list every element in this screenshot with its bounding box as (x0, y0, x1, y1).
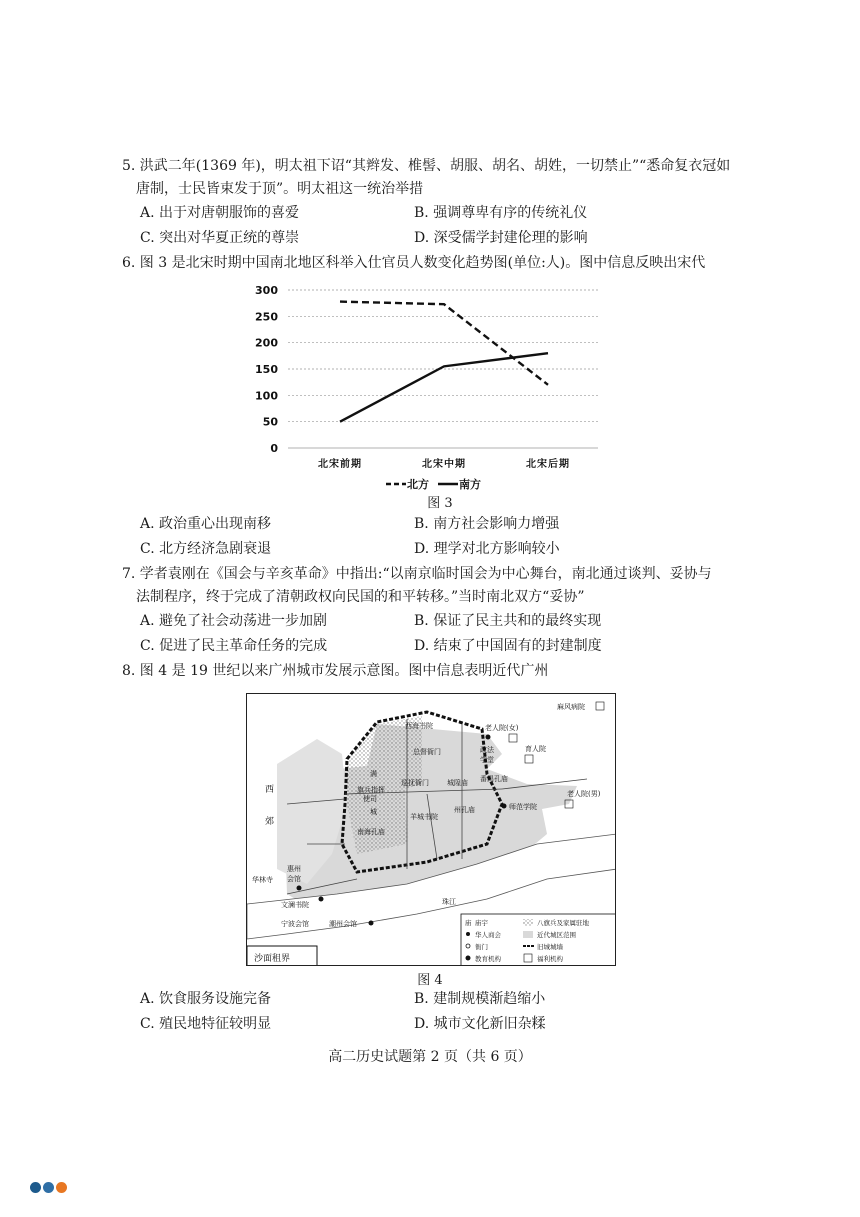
brand-dot-2 (43, 1182, 54, 1193)
legend-banner-garrison: 八旗兵及家属驻地 (537, 919, 589, 927)
svg-text:庙: 庙 (465, 919, 472, 927)
map-label-shifan: 师范学院 (509, 803, 537, 811)
legend-label-1: 南方 (459, 478, 481, 491)
map-label-hualin: 华林寺 (252, 876, 273, 884)
map-label-xihai: 西海书院 (405, 722, 433, 730)
y-tick-label-200: 200 (255, 336, 278, 350)
y-tick-label-0: 0 (270, 442, 278, 455)
legend-label-0: 北方 (407, 478, 429, 491)
q5-stem-line2: 唐制，士民皆束发于顶”。明太祖这一统治举措 (136, 181, 424, 197)
q6-option-a[interactable]: A. 政治重心出现南移 (140, 516, 272, 532)
legend-education: 教育机构 (475, 955, 501, 963)
q7-option-c[interactable]: C. 促进了民主革命任务的完成 (140, 638, 328, 654)
y-tick-label-250: 250 (255, 310, 278, 324)
x-tick-label-2: 北宋后期 (526, 459, 570, 470)
figure4-caption: 图 4 (417, 973, 443, 988)
brand-dot-1 (30, 1182, 41, 1193)
q7-stem-line1: 7. 学者袁刚在《国会与辛亥革命》中指出:“以南京临时国会为中心舞台，南北通过谈判、妥协与 (122, 566, 712, 582)
map-label-elder-female: 老人院(女) (485, 724, 519, 732)
figure3-caption: 图 3 (427, 496, 453, 511)
legend-welfare: 福利机构 (537, 955, 563, 963)
map-label-huizhou-2: 会馆 (287, 875, 301, 883)
q6-option-b[interactable]: B. 南方社会影响力增强 (414, 516, 560, 532)
map-label-zhengfa-1: 政法 (480, 746, 494, 754)
map-label-chenghuang: 城隍庙 (447, 779, 468, 787)
map-label-xijiao-2: 郊 (265, 817, 275, 827)
q8-option-d[interactable]: D. 城市文化新旧杂糅 (414, 1016, 546, 1032)
q5-option-c[interactable]: C. 突出对华夏正统的尊崇 (140, 230, 300, 246)
q5-stem (122, 155, 752, 201)
map-label-chaozhou: 潮州会馆 (329, 920, 357, 928)
figure3-line-chart (248, 278, 608, 493)
y-tick-label-100: 100 (255, 389, 278, 403)
q5-option-a[interactable]: A. 出于对唐朝服饰的喜爱 (140, 205, 300, 221)
q7-stem (122, 563, 752, 609)
map-label-huizhou-1: 惠州 (287, 865, 301, 873)
q6-option-c[interactable]: C. 北方经济急剧衰退 (140, 541, 272, 557)
map-label-wenlan: 文澜书院 (281, 901, 309, 909)
q6-stem: 6. 图 3 是北宋时期中国南北地区科举入仕官员人数变化趋势图(单位:人)。图中信息反映出宋代 (122, 255, 706, 271)
page-footer: 高二历史试题第 2 页（共 6 页） (328, 1049, 532, 1065)
figure4-guangzhou-map (246, 693, 616, 966)
map-label-xijiao-1: 西 (265, 785, 275, 795)
q8-stem: 8. 图 4 是 19 世纪以来广州城市发展示意图。图中信息表明近代广州 (122, 663, 549, 679)
q7-option-a[interactable]: A. 避免了社会动荡进一步加剧 (140, 613, 328, 629)
map-label-nanhai: 南海孔庙 (357, 828, 385, 836)
q5-option-b[interactable]: B. 强调尊卑有序的传统礼仪 (414, 205, 588, 221)
legend-temple: 庙宇 (475, 919, 488, 927)
map-label-yangcheng: 羊城书院 (410, 813, 438, 821)
map-label-zhoukong: 州孔庙 (454, 806, 475, 814)
legend-yamen: 衙门 (475, 943, 488, 951)
q7-option-d[interactable]: D. 结束了中国固有的封建制度 (414, 638, 602, 654)
map-label-man: 满 (370, 770, 377, 778)
series-line-1 (340, 353, 548, 421)
q6-option-d[interactable]: D. 理学对北方影响较小 (414, 541, 560, 557)
y-tick-label-50: 50 (262, 415, 278, 429)
map-label-zongdu: 总督衙门 (413, 748, 441, 756)
q5-stem-line1: 5. 洪武二年(1369 年)，明太祖下诏“其辫发、椎髻、胡服、胡名、胡姓，一切禁止”“悉命复衣冠如 (122, 158, 731, 174)
map-label-qibing-2: 使司 (363, 795, 377, 803)
map-label-leprosy: 麻风病院 (557, 703, 585, 711)
q8-option-a[interactable]: A. 饮食服务设施完备 (140, 991, 272, 1007)
chart-y-ticks (255, 284, 278, 455)
brand-dots (30, 1178, 69, 1197)
series-line-0 (340, 302, 548, 385)
q7-option-b[interactable]: B. 保证了民主共和的最终实现 (414, 613, 602, 629)
chart-x-ticks (318, 457, 570, 470)
y-tick-label-300: 300 (255, 284, 278, 297)
map-label-cheng: 城 (370, 808, 377, 816)
map-label-panyu: 番禺孔庙 (480, 775, 508, 783)
y-tick-label-150: 150 (255, 363, 278, 376)
legend-city-wall: 旧城城墙 (537, 943, 563, 951)
chart-grid (288, 290, 598, 448)
chart-legend (386, 477, 481, 491)
legend-merchant-guild: 华人商会 (475, 931, 501, 939)
q8-option-b[interactable]: B. 建制规模渐趋缩小 (414, 991, 546, 1007)
x-tick-label-1: 北宋中期 (422, 459, 466, 470)
legend-modern-city: 近代城区范围 (537, 931, 576, 939)
map-label-shamian: 沙面租界 (254, 954, 291, 964)
chart-series-lines (340, 302, 548, 422)
map-label-elder-male: 老人院(男) (567, 790, 601, 798)
q8-option-c[interactable]: C. 殖民地特征较明显 (140, 1016, 272, 1032)
map-label-zhengfa-2: 学堂 (480, 756, 494, 764)
map-label-yuying: 育人院 (525, 745, 546, 753)
map-label-qibing-1: 旗兵指挥 (357, 786, 385, 794)
map-legend (461, 914, 616, 966)
brand-dot-3 (56, 1182, 67, 1193)
map-label-xunfu: 巡抚衙门 (401, 779, 429, 787)
q5-option-d[interactable]: D. 深受儒学封建伦理的影响 (414, 230, 588, 246)
map-label-ningbo: 宁波会馆 (281, 920, 309, 928)
q7-stem-line2: 法制程序，终于完成了清朝政权向民国的和平转移。”当时南北双方“妥协” (136, 589, 585, 605)
x-tick-label-0: 北宋前期 (318, 459, 362, 470)
map-label-zhujiang: 珠江 (442, 898, 456, 906)
